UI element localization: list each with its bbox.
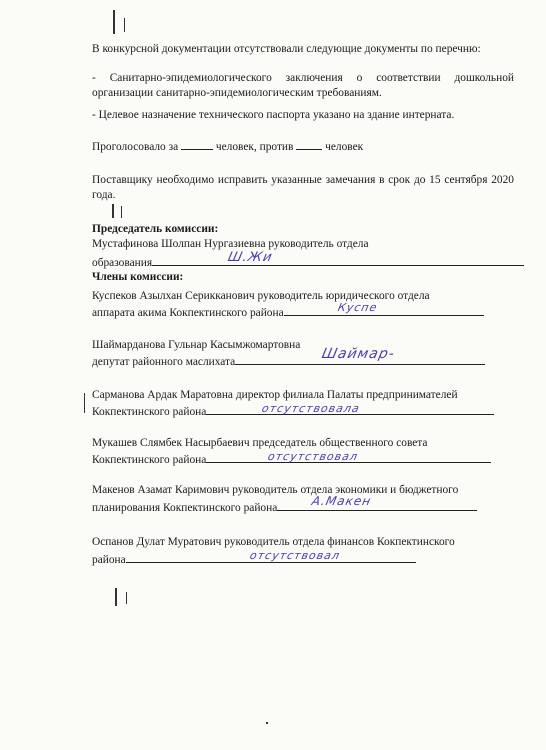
intro-paragraph: - Целевое назначение технического паспорта указано на здание интерната. [92,109,455,121]
vote-mid: человек, против [215,141,294,153]
chair-position-text: образования [92,257,153,269]
member-position-text: планирования Кокпектинского района [92,502,278,514]
intro-paragraph: - Санитарно-эпидемиологического заключения о соответствии дошкольной организации санитарно-эпидемиологическим требованиям. [92,72,514,99]
member-name: Оспанов Дулат Муратович руководитель отдела финансов Кокпектинского [92,536,455,548]
signature-line [284,304,484,316]
member-name: Шаймарданова Гульнар Касымжомартовна [92,339,301,351]
member-signature: отсутствовал [248,549,342,562]
vote-against-blank [296,138,322,150]
vote-prefix: Проголосовало за [92,141,179,153]
scan-mark [266,722,268,724]
member-position-text: депутат районного маслихата [92,356,236,368]
member-position [92,499,477,516]
scan-mark [113,10,115,34]
member-signature: Куспе [336,301,379,314]
member-signature: отсутствовала [260,402,362,415]
member-signature: А.Макен [310,494,373,508]
member-name: Куспеков Азылхан Серикканович руководитель юридического отдела [92,290,430,302]
member-signature: отсутствовал [266,450,360,463]
scan-mark [124,18,125,32]
member-position-text: аппарата акима Кокпектинского района [92,307,284,319]
vote-suffix: человек [325,141,364,153]
member-position [92,353,485,370]
member-position-text: Кокпектинского района [92,406,207,418]
scan-mark [115,588,117,606]
chair-heading: Председатель комиссии: [92,223,219,235]
intro-paragraph: В конкурсной документации отсутствовали следующие документы по перечню: [92,43,481,55]
vote-for-blank [181,138,213,150]
member-name: Сарманова Ардак Маратовна директор филиала Палаты предпринимателей [92,389,458,401]
member-name: Макенов Азамат Каримович руководитель отдела экономики и бюджетного [92,484,459,496]
member-position-text: Кокпектинского района [92,454,207,466]
member-signature: Шаймар- [320,346,397,362]
scan-mark [112,204,114,218]
chair-signature: Ш.Жи [226,250,275,265]
vote-line [92,138,363,155]
signature-line [152,254,524,266]
scan-mark [84,393,85,413]
scan-mark [121,206,122,218]
supplier-note: Поставщику необходимо исправить указанные замечания в срок до 15 сентября 2020 года. [92,174,514,201]
members-heading: Члены комиссии: [92,271,184,283]
scan-mark [126,592,127,604]
member-position [92,304,484,321]
signature-line [277,499,477,511]
member-position-text: района [92,554,126,566]
chair-name: Мустафинова Шолпан Нургазиевна руководитель отдела [92,238,369,250]
member-name: Мукашев Слямбек Насырбаевич председатель общественного совета [92,437,428,449]
chair-position [92,254,524,271]
